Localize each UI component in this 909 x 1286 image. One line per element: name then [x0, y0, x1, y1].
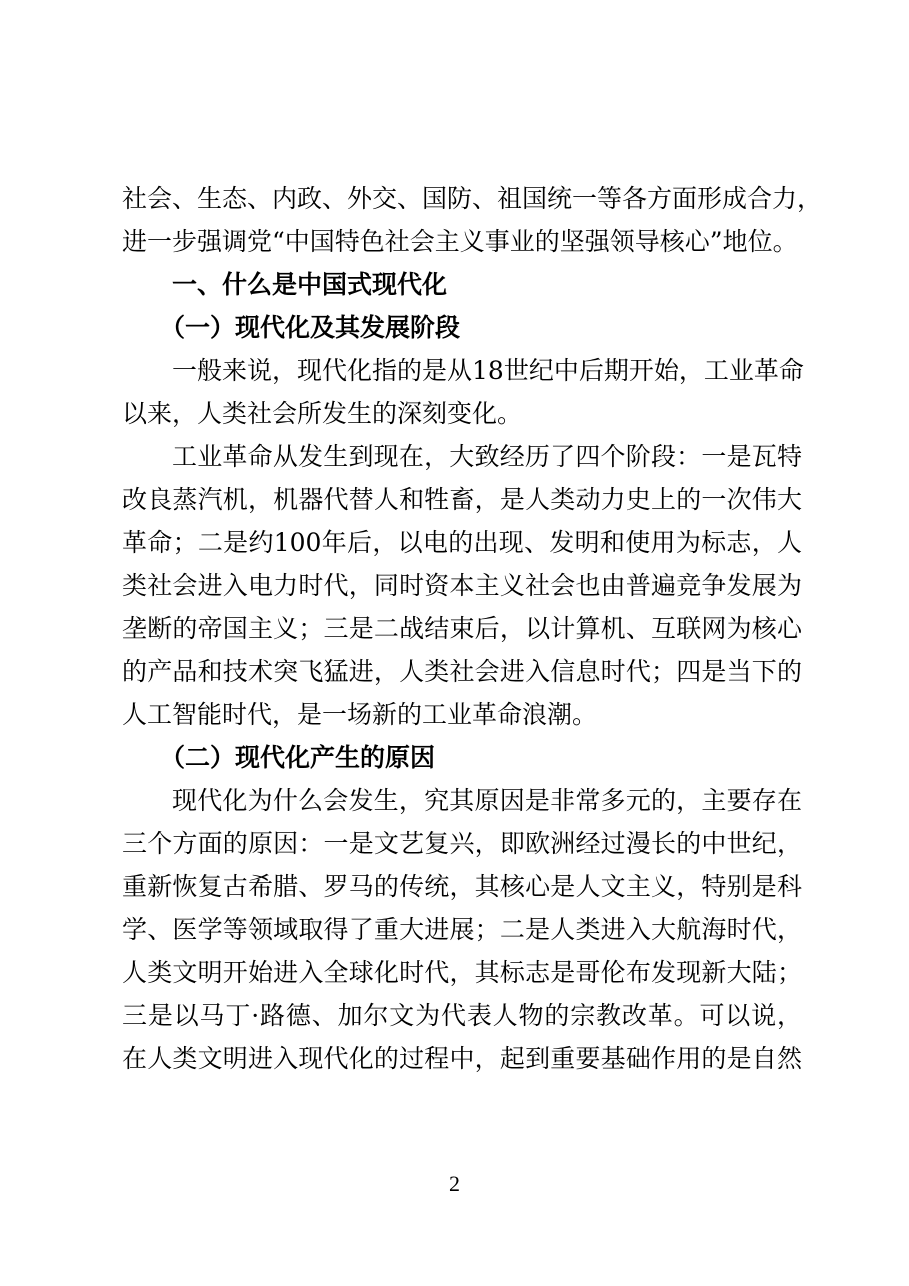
body-text-line: 改良蒸汽机，机器代替人和牲畜，是人类动力史上的一次伟大	[122, 485, 802, 514]
body-text-line: 以来，人类社会所发生的深刻变化。	[122, 399, 523, 428]
body-text-line: 三是以马丁·路德、加尔文为代表人物的宗教改革。可以说，	[122, 1001, 802, 1030]
body-text-line: 社会、生态、内政、外交、国防、祖国统一等各方面形成合力，	[122, 184, 823, 213]
body-text-line: 垄断的帝国主义；三是二战结束后，以计算机、互联网为核心	[122, 614, 802, 643]
body-text-line: 重新恢复古希腊、罗马的传统，其核心是人文主义，特别是科	[122, 872, 802, 901]
subsection-heading: （二）现代化产生的原因	[160, 743, 436, 772]
body-text-line: 人工智能时代，是一场新的工业革命浪潮。	[122, 700, 598, 729]
body-text-line: 人类文明开始进入全球化时代，其标志是哥伦布发现新大陆；	[122, 958, 802, 987]
paragraph-first-line: 现代化为什么会发生，究其原因是非常多元的，主要存在	[172, 786, 802, 815]
paragraph-first-line: 工业革命从发生到现在，大致经历了四个阶段：一是瓦特	[172, 442, 802, 471]
body-text-line: 三个方面的原因：一是文艺复兴，即欧洲经过漫长的中世纪，	[122, 829, 802, 858]
body-text-line: 革命；二是约100年后，以电的出现、发明和使用为标志，人	[122, 528, 802, 557]
body-text-line: 学、医学等领域取得了重大进展；二是人类进入大航海时代，	[122, 915, 802, 944]
subsection-heading: （一）现代化及其发展阶段	[160, 313, 461, 342]
body-text-line: 类社会进入电力时代，同时资本主义社会也由普遍竞争发展为	[122, 571, 802, 600]
body-text-line: 进一步强调党“中国特色社会主义事业的坚强领导核心”地位。	[122, 227, 798, 256]
paragraph-first-line: 一般来说，现代化指的是从18世纪中后期开始，工业革命	[172, 356, 804, 385]
body-text-line: 在人类文明进入现代化的过程中，起到重要基础作用的是自然	[122, 1044, 802, 1073]
body-text-line: 的产品和技术突飞猛进，人类社会进入信息时代；四是当下的	[122, 657, 802, 686]
section-heading: 一、什么是中国式现代化	[172, 270, 448, 299]
page-number: 2	[449, 1171, 460, 1196]
